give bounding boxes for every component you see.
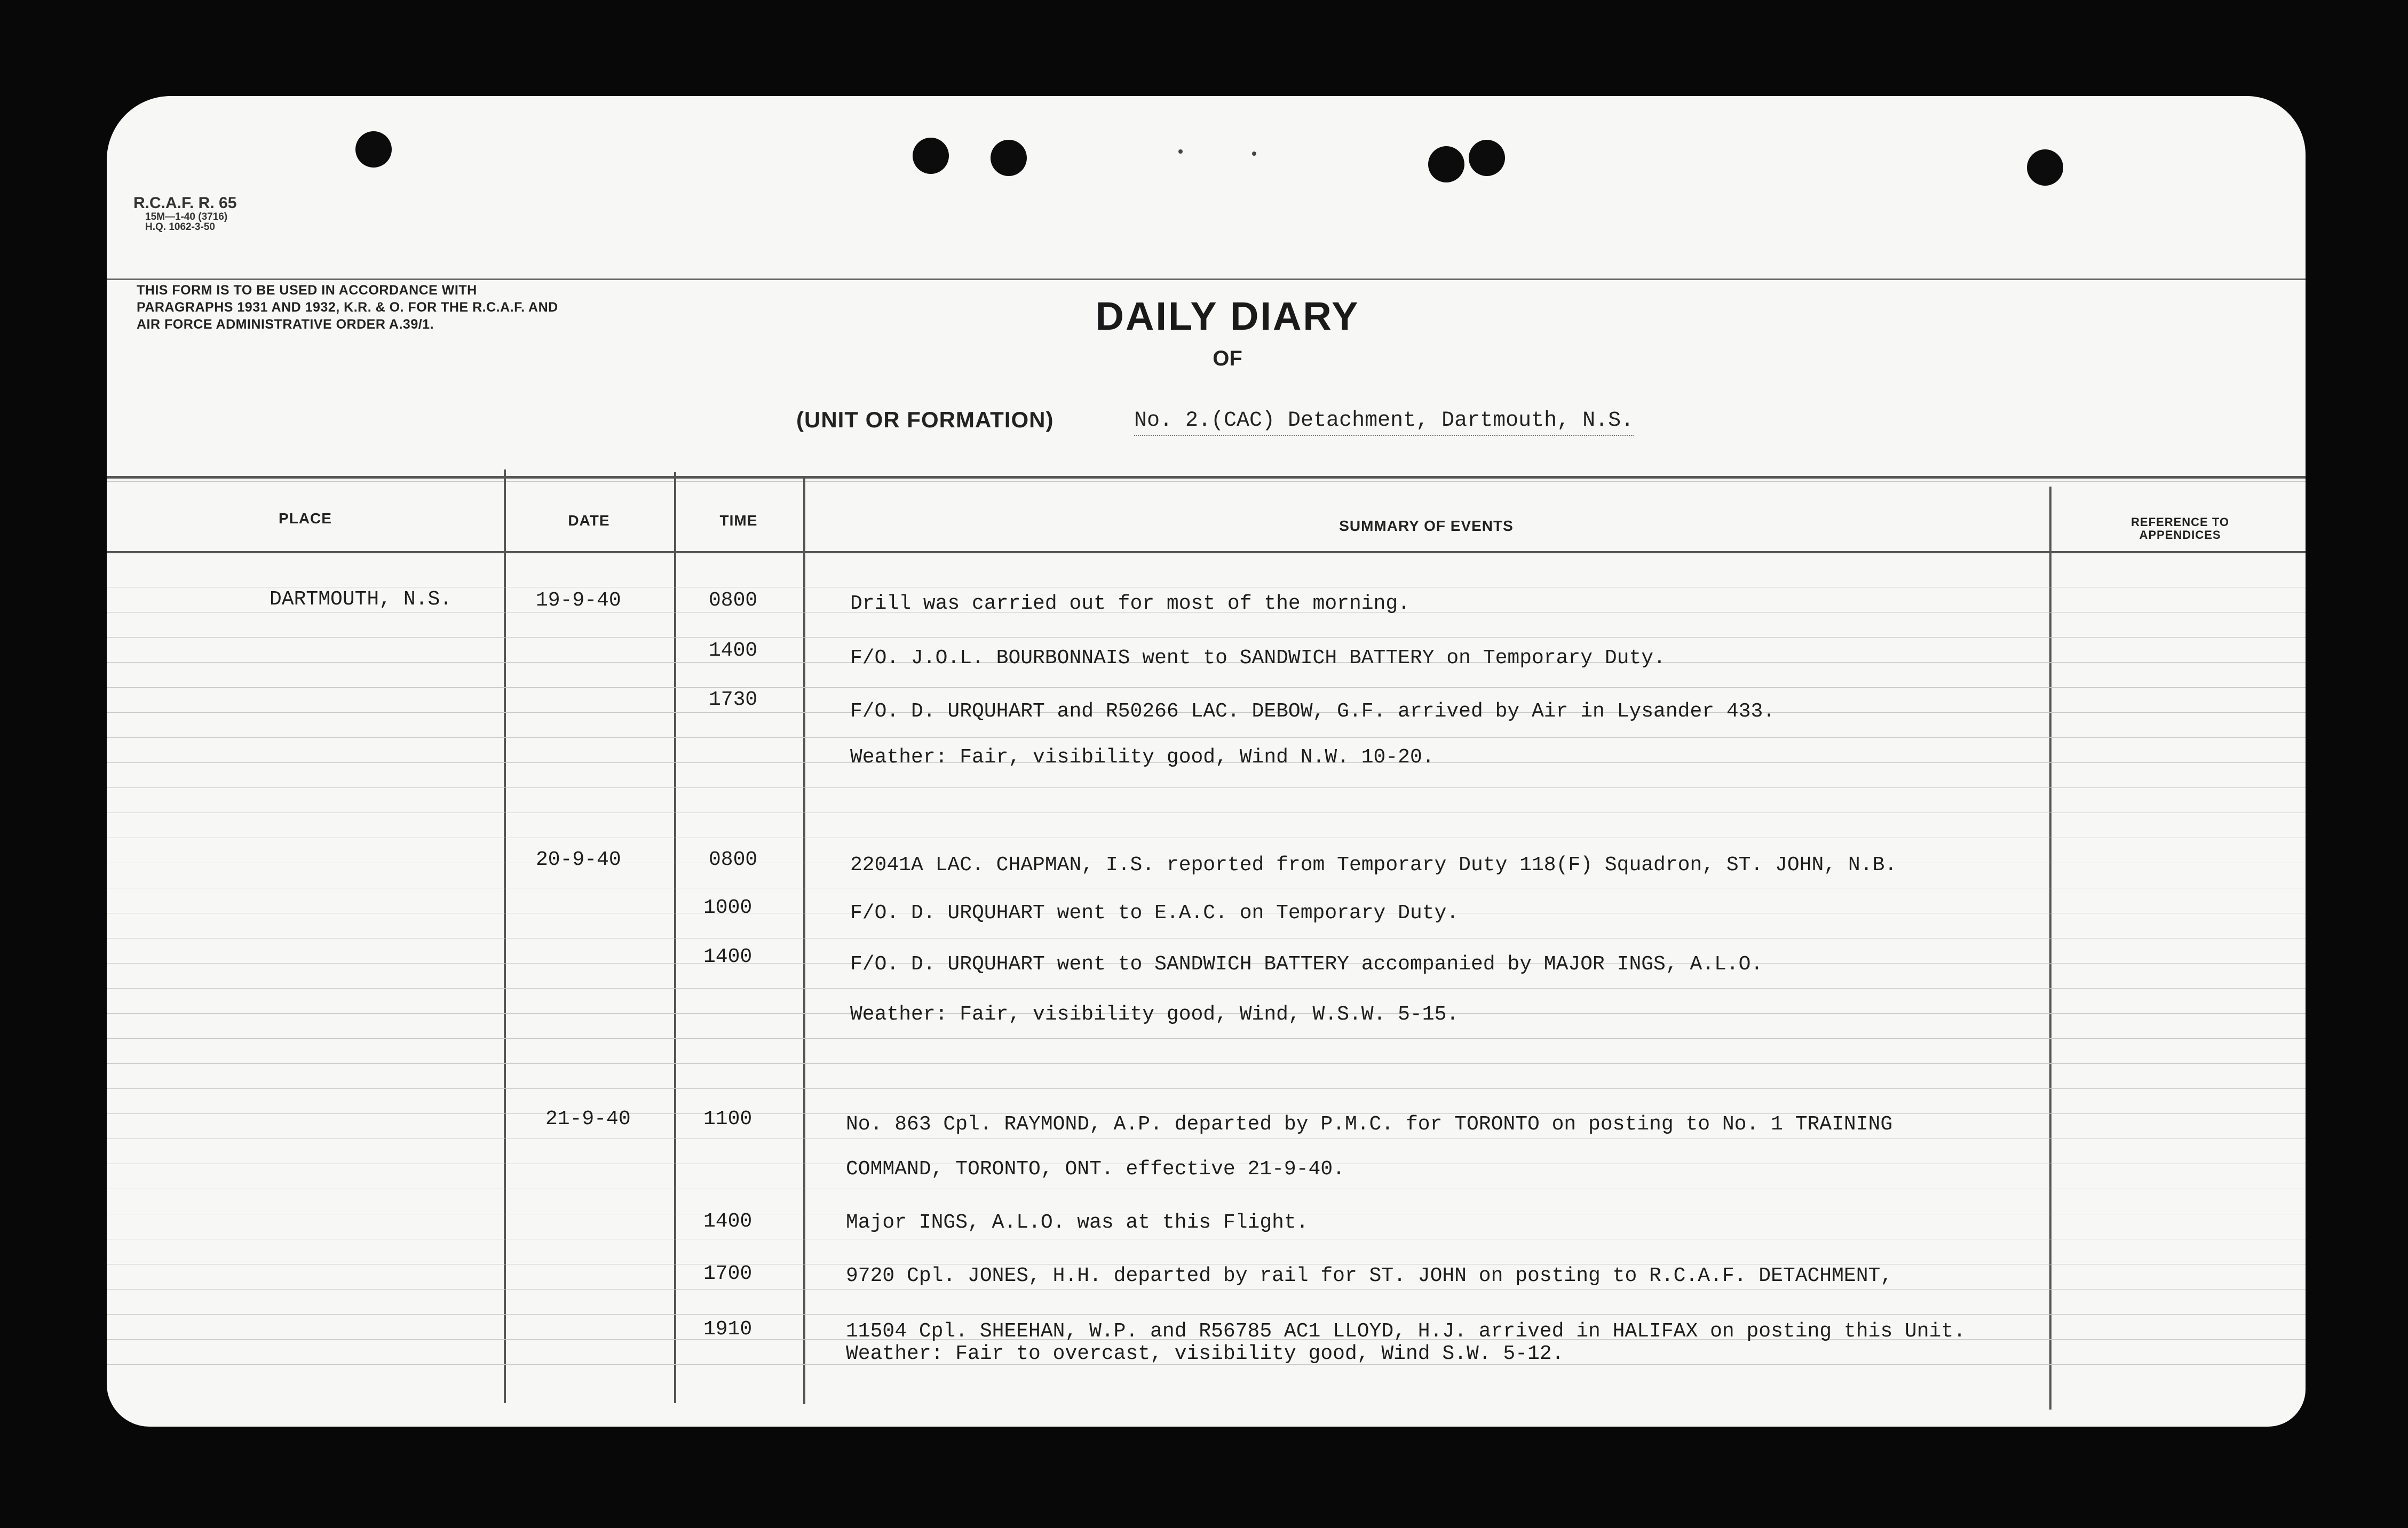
ruled-line — [107, 1314, 2306, 1315]
row-text: F/O. J.O.L. BOURBONNAIS went to SANDWICH BATTERY on Temporary Duty. — [850, 647, 1666, 670]
binder-hole — [991, 140, 1027, 176]
table-header-border — [107, 551, 2306, 553]
row-text: F/O. D. URQUHART went to SANDWICH BATTERY accompanied by MAJOR INGS, A.L.O. — [850, 953, 1763, 976]
page-title: DAILY DIARY — [1095, 294, 1360, 338]
row-time: 1730 — [709, 688, 758, 711]
speck — [1252, 152, 1256, 156]
speck — [1178, 149, 1183, 154]
col-summary: SUMMARY OF EVENTS — [1339, 518, 1514, 534]
row-text: 11504 Cpl. SHEEHAN, W.P. and R56785 AC1 LLOYD, H.J. arrived in HALIFAX on posting this Unit. — [846, 1320, 1966, 1343]
row-text: Major INGS, A.L.O. was at this Flight. — [846, 1211, 1309, 1234]
form-number: R.C.A.F. R. 65 — [133, 194, 237, 212]
form-instructions: THIS FORM IS TO BE USED IN ACCORDANCE WITH PARAGRAPHS 1931 AND 1932, K.R. & O. FOR THE R.C.A.F. AND AIR FORCE ADMINISTRATIVE ORDER A.39/1. — [137, 283, 558, 332]
col-reference: REFERENCE TO APPENDICES — [2131, 515, 2229, 542]
row-time: 1400 — [703, 1210, 752, 1233]
row-time: 1000 — [703, 896, 752, 919]
title-of: OF — [1213, 347, 1242, 370]
ruled-line — [107, 1063, 2306, 1064]
row-text: F/O. D. URQUHART went to E.A.C. on Temporary Duty. — [850, 902, 1459, 925]
row-place: DARTMOUTH, N.S. — [270, 588, 453, 611]
diary-card — [107, 96, 2306, 1427]
ruled-line — [107, 687, 2306, 688]
row-time: 0800 — [709, 589, 758, 612]
col-date: DATE — [568, 512, 610, 529]
binder-hole — [1469, 140, 1505, 176]
col-time: TIME — [719, 512, 758, 529]
ruled-line — [107, 1289, 2306, 1290]
row-text: Weather: Fair, visibility good, Wind, W.S.W. 5-15. — [850, 1003, 1459, 1026]
form-id — [133, 195, 236, 233]
row-time: 1700 — [703, 1262, 752, 1285]
row-date: 19-9-40 — [536, 589, 621, 612]
ruled-line — [107, 1038, 2306, 1039]
form-hq-ref: H.Q. 1062-3-50 — [145, 221, 215, 233]
ruled-line — [107, 1088, 2306, 1089]
binder-hole — [355, 131, 392, 168]
column-divider — [504, 469, 506, 1403]
row-text: Weather: Fair, visibility good, Wind N.W. 10-20. — [850, 746, 1435, 769]
unit-label: (UNIT OR FORMATION) — [796, 407, 1054, 432]
row-time: 1400 — [703, 945, 752, 968]
table-top-border — [107, 476, 2306, 479]
header-separator — [107, 278, 2306, 280]
binder-hole — [2027, 149, 2063, 186]
row-text: COMMAND, TORONTO, ONT. effective 21-9-40. — [846, 1158, 1345, 1181]
row-text: Drill was carried out for most of the morning. — [850, 592, 1410, 615]
unit-value: No. 2.(CAC) Detachment, Dartmouth, N.S. — [1134, 409, 1634, 436]
ruled-line — [107, 787, 2306, 788]
row-time: 0800 — [709, 848, 758, 871]
column-divider — [803, 476, 805, 1404]
row-text: F/O. D. URQUHART and R50266 LAC. DEBOW, G.F. arrived by Air in Lysander 433. — [850, 700, 1776, 723]
ruled-line — [107, 637, 2306, 638]
row-time: 1910 — [703, 1318, 752, 1341]
row-date: 21-9-40 — [545, 1108, 631, 1131]
row-time: 1400 — [709, 639, 758, 662]
ruled-line — [107, 988, 2306, 989]
binder-hole — [913, 138, 949, 174]
col-place: PLACE — [279, 510, 332, 527]
form-print-code: 15M—1-40 (3716) — [145, 211, 228, 222]
row-date: 20-9-40 — [536, 848, 621, 871]
table-top-border-2 — [107, 481, 2306, 482]
row-text: No. 863 Cpl. RAYMOND, A.P. departed by P.M.C. for TORONTO on posting to No. 1 TRAINING — [846, 1113, 1893, 1136]
row-text: Weather: Fair to overcast, visibility good, Wind S.W. 5-12. — [846, 1342, 1564, 1365]
ruled-line — [107, 737, 2306, 738]
column-divider — [2049, 487, 2051, 1410]
row-time: 1100 — [703, 1108, 752, 1131]
row-text: 9720 Cpl. JONES, H.H. departed by rail for ST. JOHN on posting to R.C.A.F. DETACHMENT, — [846, 1264, 1893, 1287]
binder-hole — [1428, 146, 1464, 182]
row-text: 22041A LAC. CHAPMAN, I.S. reported from Temporary Duty 118(F) Squadron, ST. JOHN, N.B. — [850, 854, 1897, 877]
